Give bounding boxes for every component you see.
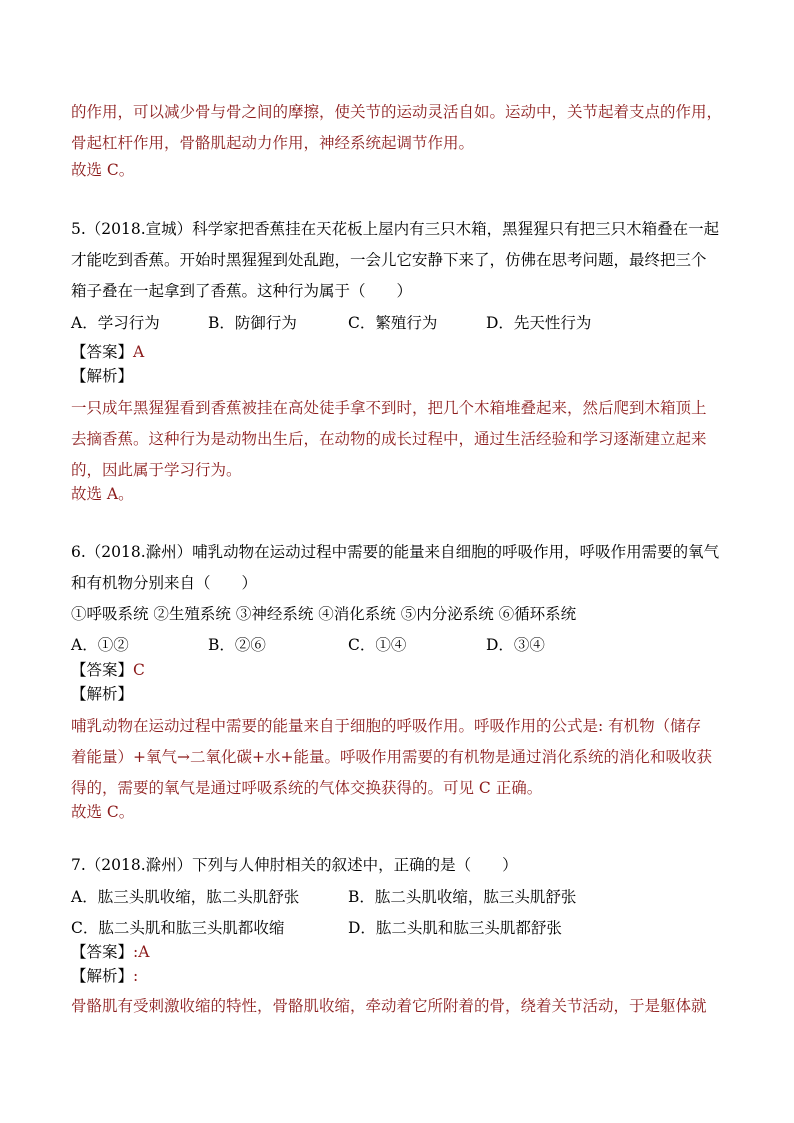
analysis-colon: :: [133, 967, 139, 985]
q6-analysis-line-3: 得的，需要的氧气是通过呼吸系统的气体交换获得的。可见 C 正确。: [71, 779, 543, 797]
q5-stem-line-2: 才能吃到香蕉。开始时黑猩猩到处乱跑，一会儿它安静下来了，仿佛在思考问题，最终把三个: [71, 251, 707, 269]
continuation-line-1: 的作用，可以减少骨与骨之间的摩擦，使关节的运动灵活自如。运动中，关节起着支点的作用，: [71, 103, 723, 121]
q7-stem: 7.（2018.滁州）下列与人伸肘相关的叙述中，正确的是（ ）: [71, 856, 518, 874]
q6-stem-line-2: 和有机物分别来自（ ）: [71, 574, 258, 592]
q6-stem-line-1: 6.（2018.滁州）哺乳动物在运动过程中需要的能量来自细胞的呼吸作用，呼吸作用需要的氧气: [71, 543, 720, 561]
q5-option-a: A．学习行为: [71, 314, 160, 332]
answer-label: 【答案】: [71, 943, 134, 961]
analysis-label: 【解析】: [71, 967, 134, 985]
q7-answer: [71, 942, 149, 962]
continuation-line-2: 骨起杠杆作用，骨骼肌起动力作用，神经系统起调节作用。: [71, 134, 475, 152]
answer-value: C: [133, 661, 145, 679]
answer-value: A: [133, 343, 145, 361]
q5-stem-line-1: 5.（2018.宣城）科学家把香蕉挂在天花板上屋内有三只木箱，黑猩猩只有把三只木箱叠在一起: [71, 220, 720, 238]
q5-analysis-label: 【解析】: [71, 367, 134, 385]
q5-answer: [71, 342, 144, 362]
continuation-line-3: 故选 C。: [71, 161, 135, 179]
q7-option-d: D．肱二头肌和肱三头肌都舒张: [348, 919, 562, 937]
answer-label: 【答案】: [71, 661, 134, 679]
q6-analysis-label: 【解析】: [71, 685, 134, 703]
q5-analysis-line-2: 去摘香蕉。这种行为是动物出生后，在动物的成长过程中，通过生活经验和学习逐渐建立起来: [71, 430, 707, 448]
answer-label: 【答案】: [71, 343, 134, 361]
q5-option-b: B．防御行为: [208, 314, 297, 332]
q7-analysis-line-1: 骨骼肌有受刺激收缩的特性，骨骼肌收缩，牵动着它所附着的骨，绕着关节活动，于是躯体就: [71, 997, 707, 1015]
q6-analysis-line-4: 故选 C。: [71, 803, 135, 821]
q5-option-c: C．繁殖行为: [348, 314, 438, 332]
q5-analysis-line-4: 故选 A。: [71, 485, 134, 503]
q5-stem-line-3: 箱子叠在一起拿到了香蕉。这种行为属于（ ）: [71, 282, 413, 300]
answer-value: :A: [133, 943, 150, 961]
q6-option-b: B．②⑥: [208, 636, 266, 654]
q7-option-b: B．肱二头肌收缩，肱三头肌舒张: [348, 888, 577, 906]
q6-analysis-line-2: 着能量）+氧气→二氧化碳+水+能量。呼吸作用需要的有机物是通过消化系统的消化和吸收获: [71, 748, 712, 766]
q6-option-c: C．①④: [348, 636, 407, 654]
q6-option-d: D．③④: [486, 636, 545, 654]
q7-option-a: A．肱三头肌收缩，肱二头肌舒张: [71, 888, 300, 906]
q7-analysis-label: [71, 966, 138, 986]
q6-answer: [71, 660, 145, 680]
q5-analysis-line-1: 一只成年黑猩猩看到香蕉被挂在高处徒手拿不到时，把几个木箱堆叠起来，然后爬到木箱顶上: [71, 399, 707, 417]
q6-analysis-line-1: 哺乳动物在运动过程中需要的能量来自于细胞的呼吸作用。呼吸作用的公式是: 有机物（储存: [71, 717, 702, 735]
q6-option-a: A．①②: [71, 636, 129, 654]
q7-option-c: C．肱二头肌和肱三头肌都收缩: [71, 919, 285, 937]
q5-option-d: D．先天性行为: [486, 314, 592, 332]
q6-items: ①呼吸系统 ②生殖系统 ③神经系统 ④消化系统 ⑤内分泌系统 ⑥循环系统: [71, 605, 577, 623]
q5-analysis-line-3: 的，因此属于学习行为。: [71, 461, 242, 479]
